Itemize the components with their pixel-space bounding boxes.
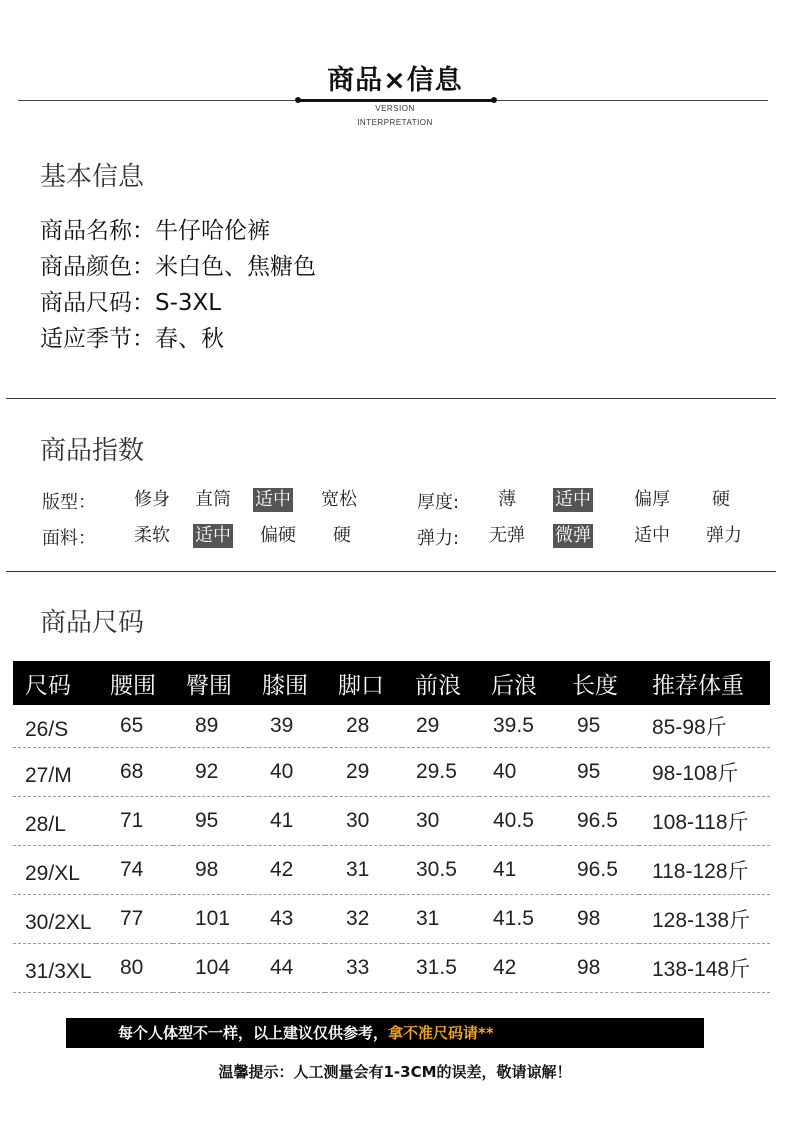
table-cell: 40.5	[479, 796, 559, 845]
table-row	[13, 943, 770, 992]
index-fabric-label: 面料：	[42, 528, 96, 549]
table-cell: 41	[479, 845, 559, 894]
col-header-length: 长度	[559, 661, 639, 705]
header-divider-accent	[298, 99, 494, 102]
table-cell: 71	[96, 796, 173, 845]
fit-option-loose: 宽松	[321, 489, 357, 510]
table-cell: 28	[325, 705, 402, 747]
table-cell: 98	[559, 894, 639, 943]
table-cell: 40	[479, 747, 559, 796]
table-cell: 26/S	[13, 705, 96, 747]
index-fit-label: 版型：	[42, 492, 96, 513]
elasticity-option-slight-selected: 微弹	[555, 525, 591, 546]
fabric-option-medium-selected: 适中	[195, 525, 231, 546]
table-cell: 104	[173, 943, 249, 992]
elasticity-option-stretch: 弹力	[706, 525, 742, 546]
fit-option-straight: 直筒	[195, 489, 231, 510]
size-chart-heading: 商品尺码	[40, 608, 145, 638]
elasticity-option-none: 无弹	[489, 525, 525, 546]
thickness-option-thin: 薄	[498, 489, 516, 510]
table-cell: 40	[249, 747, 325, 796]
col-header-hip: 臀围	[173, 661, 249, 705]
table-cell: 39.5	[479, 705, 559, 747]
col-header-leg-opening: 脚口	[325, 661, 402, 705]
table-cell: 28/L	[13, 796, 96, 845]
table-cell: 31/3XL	[13, 943, 96, 992]
fabric-option-soft: 柔软	[134, 525, 170, 546]
table-cell: 95	[559, 747, 639, 796]
table-cell: 98	[559, 943, 639, 992]
measurement-tip: 温馨提示：人工测量会有1-3CM的误差，敬请谅解！	[218, 1063, 572, 1081]
table-cell: 65	[96, 705, 173, 747]
table-cell: 96.5	[559, 796, 639, 845]
notice-warning-text: 拿不准尺码请**	[388, 1024, 494, 1042]
table-row	[13, 747, 770, 796]
fit-option-slim: 修身	[134, 489, 170, 510]
col-header-back-rise: 后浪	[479, 661, 559, 705]
fit-option-medium-selected: 适中	[255, 489, 291, 510]
info-product-size: 商品尺码：S-3XL	[40, 290, 222, 316]
table-cell: 85-98斤	[639, 705, 770, 747]
col-header-knee: 膝围	[249, 661, 325, 705]
table-cell: 118-128斤	[639, 845, 770, 894]
divider-dot-right	[491, 97, 497, 103]
table-cell: 31	[325, 845, 402, 894]
size-table	[13, 661, 770, 993]
col-header-size: 尺码	[13, 661, 96, 705]
table-cell: 128-138斤	[639, 894, 770, 943]
table-cell: 30	[402, 796, 479, 845]
thickness-option-hard: 硬	[712, 489, 730, 510]
section-divider	[6, 398, 776, 399]
table-cell: 98	[173, 845, 249, 894]
col-header-front-rise: 前浪	[402, 661, 479, 705]
info-season: 适应季节：春、秋	[40, 326, 224, 352]
table-cell: 30	[325, 796, 402, 845]
table-cell: 31	[402, 894, 479, 943]
fabric-option-hard: 硬	[333, 525, 351, 546]
table-cell: 33	[325, 943, 402, 992]
table-cell: 27/M	[13, 747, 96, 796]
table-cell: 31.5	[402, 943, 479, 992]
page-title: 商品×信息	[327, 65, 463, 96]
index-thickness-label: 厚度:	[417, 492, 460, 513]
info-product-color: 商品颜色：米白色、焦糖色	[40, 254, 316, 280]
table-row	[13, 845, 770, 894]
table-cell: 80	[96, 943, 173, 992]
table-cell: 95	[173, 796, 249, 845]
table-cell: 138-148斤	[639, 943, 770, 992]
header-subtitle-interpretation: INTERPRETATION	[357, 118, 433, 127]
index-heading: 商品指数	[40, 436, 145, 466]
table-cell: 41	[249, 796, 325, 845]
col-header-waist: 腰围	[96, 661, 173, 705]
table-cell: 96.5	[559, 845, 639, 894]
table-cell: 98-108斤	[639, 747, 770, 796]
table-cell: 29.5	[402, 747, 479, 796]
section-divider	[6, 571, 776, 572]
thickness-option-thick: 偏厚	[634, 489, 670, 510]
table-cell: 101	[173, 894, 249, 943]
table-cell: 42	[249, 845, 325, 894]
notice-bar	[66, 1018, 704, 1048]
basic-info-heading: 基本信息	[40, 162, 145, 192]
table-cell: 108-118斤	[639, 796, 770, 845]
table-cell: 43	[249, 894, 325, 943]
table-cell: 92	[173, 747, 249, 796]
elasticity-option-medium: 适中	[634, 525, 670, 546]
table-cell: 30.5	[402, 845, 479, 894]
table-cell: 42	[479, 943, 559, 992]
col-header-recommended-weight: 推荐体重	[639, 661, 770, 705]
table-cell: 30/2XL	[13, 894, 96, 943]
header-subtitle-version: VERSION	[375, 104, 415, 113]
table-row	[13, 894, 770, 943]
table-row	[13, 705, 770, 747]
table-cell: 41.5	[479, 894, 559, 943]
table-cell: 29	[325, 747, 402, 796]
table-row	[13, 796, 770, 845]
table-cell: 74	[96, 845, 173, 894]
info-product-name: 商品名称：牛仔哈伦裤	[40, 218, 270, 244]
table-cell: 89	[173, 705, 249, 747]
table-cell: 32	[325, 894, 402, 943]
index-elasticity-label: 弹力:	[417, 528, 460, 549]
table-cell: 29/XL	[13, 845, 96, 894]
notice-text: 每个人体型不一样，以上建议仅供参考，	[118, 1024, 389, 1042]
divider-dot-left	[295, 97, 301, 103]
table-cell: 44	[249, 943, 325, 992]
fabric-option-stiff: 偏硬	[260, 525, 296, 546]
table-cell: 39	[249, 705, 325, 747]
thickness-option-medium-selected: 适中	[555, 489, 591, 510]
table-cell: 29	[402, 705, 479, 747]
table-cell: 68	[96, 747, 173, 796]
table-cell: 95	[559, 705, 639, 747]
table-cell: 77	[96, 894, 173, 943]
size-table-header	[13, 661, 770, 705]
